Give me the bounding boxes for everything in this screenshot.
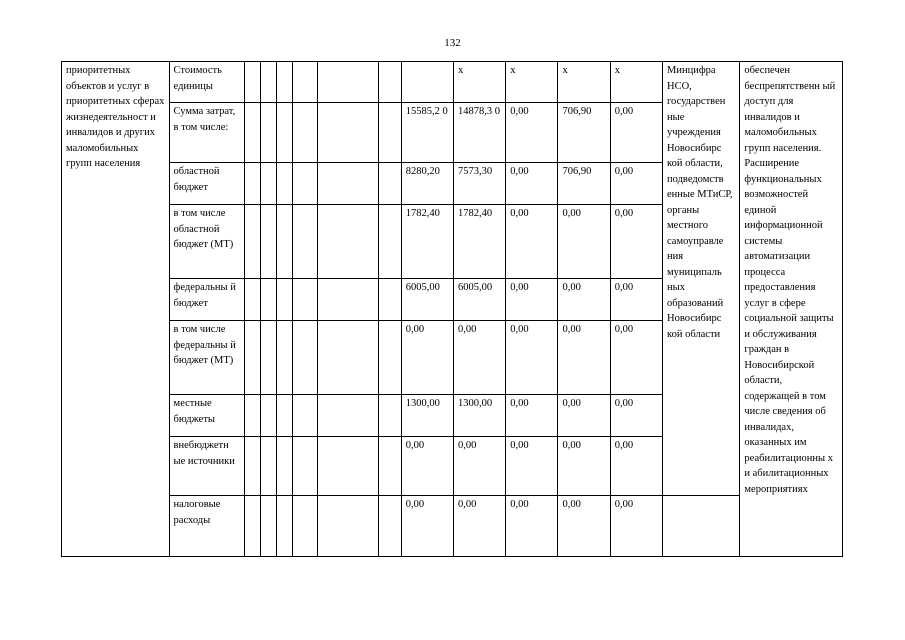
row-label: внебюджетн ые источники bbox=[169, 437, 244, 496]
value-cell: 0,00 bbox=[558, 496, 610, 557]
budget-table bbox=[61, 61, 843, 557]
value-cell: 0,00 bbox=[506, 163, 558, 205]
page-number: 132 bbox=[444, 37, 461, 49]
row-label: налоговые расходы bbox=[169, 496, 244, 557]
total-cell: 0,00 bbox=[401, 496, 453, 557]
row-label: федеральны й бюджет bbox=[169, 279, 244, 321]
table-row bbox=[62, 496, 843, 557]
value-cell: 0,00 bbox=[558, 395, 610, 437]
value-cell: 706,90 bbox=[558, 163, 610, 205]
value-cell: 0,00 bbox=[506, 437, 558, 496]
value-cell: 0,00 bbox=[610, 496, 662, 557]
value-cell: 0,00 bbox=[610, 163, 662, 205]
executor-cell: Минцифра НСО, государствен ные учреждения Новосибирс кой области, подведомств енные МТиСР, органы местного самоуправле ния муниципаль ных образований Новосибирс кой области bbox=[663, 62, 740, 496]
total-cell: 0,00 bbox=[401, 321, 453, 395]
row-label: областной бюджет bbox=[169, 163, 244, 205]
value-cell: 1300,00 bbox=[453, 395, 505, 437]
row-label: местные бюджеты bbox=[169, 395, 244, 437]
total-cell: 6005,00 bbox=[401, 279, 453, 321]
value-cell: 7573,30 bbox=[453, 163, 505, 205]
value-cell: 0,00 bbox=[558, 279, 610, 321]
value-cell: 0,00 bbox=[506, 279, 558, 321]
value-cell: х bbox=[558, 62, 610, 103]
value-cell: 0,00 bbox=[558, 321, 610, 395]
value-cell: 0,00 bbox=[506, 395, 558, 437]
row-label: Сумма затрат, в том числе: bbox=[169, 103, 244, 163]
total-cell: 15585,2 0 bbox=[401, 103, 453, 163]
objective-cell: приоритетных объектов и услуг в приоритетных сферах жизнедеятельност и инвалидов и других маломобильных групп населения bbox=[62, 62, 170, 557]
row-label: в том числе областной бюджет (МТ) bbox=[169, 205, 244, 279]
value-cell: 0,00 bbox=[453, 321, 505, 395]
value-cell: 14878,3 0 bbox=[453, 103, 505, 163]
value-cell: 6005,00 bbox=[453, 279, 505, 321]
value-cell: 0,00 bbox=[506, 205, 558, 279]
total-cell: 8280,20 bbox=[401, 163, 453, 205]
row-label: в том числе федеральны й бюджет (МТ) bbox=[169, 321, 244, 395]
value-cell: 0,00 bbox=[610, 395, 662, 437]
table-row bbox=[62, 62, 843, 103]
row-label: Стоимость единицы bbox=[169, 62, 244, 103]
value-cell: 0,00 bbox=[506, 496, 558, 557]
value-cell: х bbox=[610, 62, 662, 103]
value-cell: х bbox=[453, 62, 505, 103]
value-cell: 0,00 bbox=[558, 205, 610, 279]
total-cell bbox=[401, 62, 453, 103]
value-cell: 0,00 bbox=[610, 205, 662, 279]
value-cell: 0,00 bbox=[610, 103, 662, 163]
value-cell: 0,00 bbox=[610, 437, 662, 496]
result-cell: обеспечен беспрепятственн ый доступ для инвалидов и маломобильных групп населения. Расширение функциональных возможностей единой информационной системы автоматизации процесса предоставления услуг в сфере социальной защиты и обслуживания граждан в Новосибирской области, содержащей в том числе сведения об инвалидах, оказанных им реабилитационны х и абилитационных мероприятиях bbox=[740, 62, 843, 557]
executor-empty-cell bbox=[663, 496, 740, 557]
value-cell: 1782,40 bbox=[453, 205, 505, 279]
value-cell: 0,00 bbox=[610, 321, 662, 395]
value-cell: 706,90 bbox=[558, 103, 610, 163]
table-body bbox=[62, 62, 843, 557]
total-cell: 1782,40 bbox=[401, 205, 453, 279]
value-cell: х bbox=[506, 62, 558, 103]
total-cell: 1300,00 bbox=[401, 395, 453, 437]
value-cell: 0,00 bbox=[453, 437, 505, 496]
value-cell: 0,00 bbox=[610, 279, 662, 321]
value-cell: 0,00 bbox=[558, 437, 610, 496]
value-cell: 0,00 bbox=[506, 103, 558, 163]
total-cell: 0,00 bbox=[401, 437, 453, 496]
value-cell: 0,00 bbox=[453, 496, 505, 557]
value-cell: 0,00 bbox=[506, 321, 558, 395]
